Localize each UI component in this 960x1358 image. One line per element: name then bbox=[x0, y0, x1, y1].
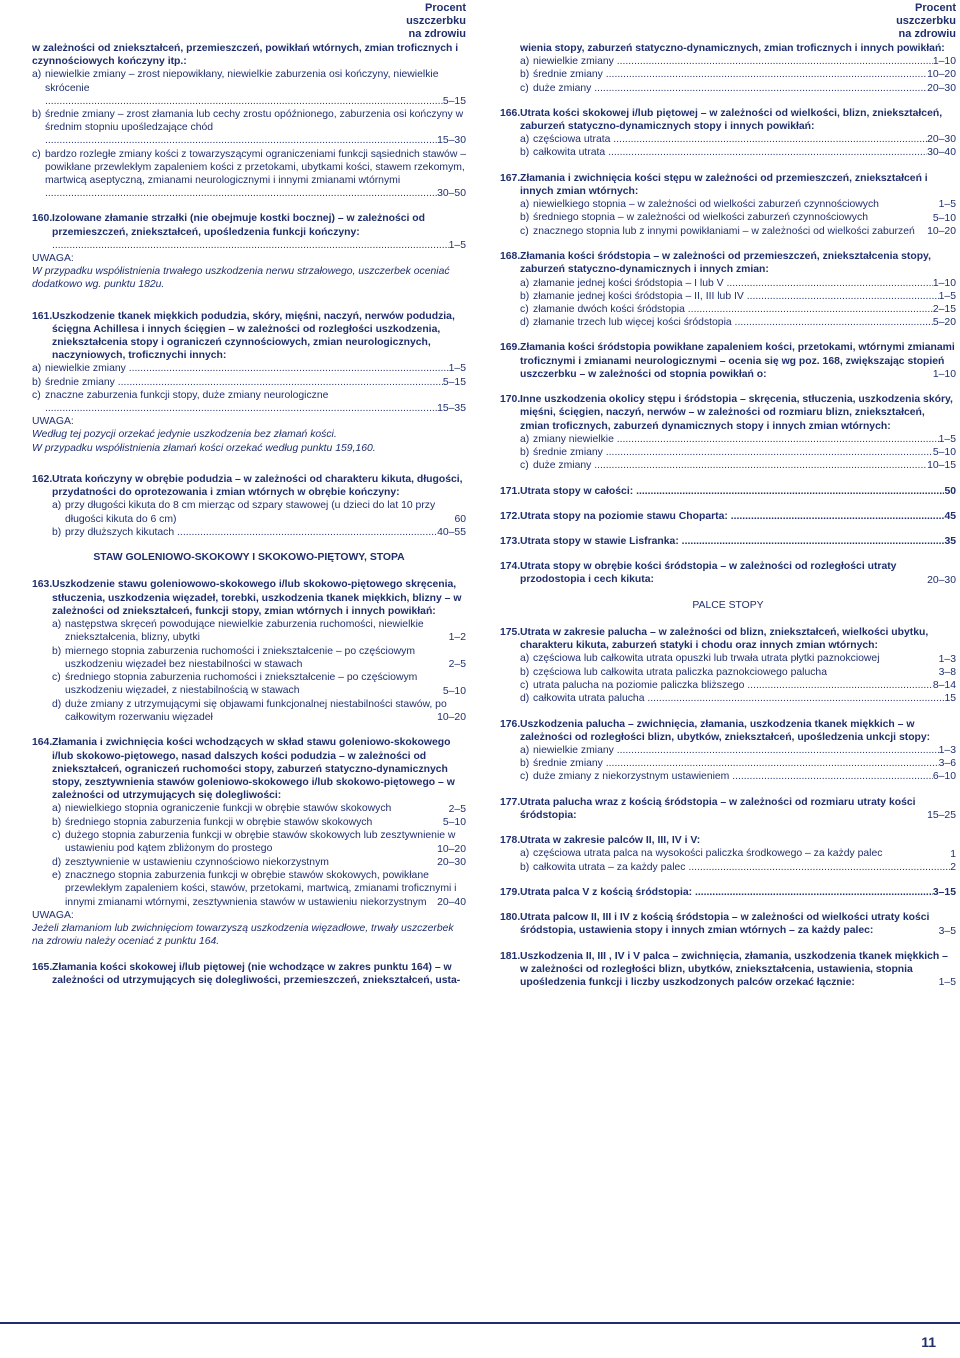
item-text: następstwa skręceń powodujące niewielkie zaburzenia ruchomości, niewielkie zniekształcenia, blizny, ubytki bbox=[65, 618, 424, 644]
item bbox=[52, 698, 466, 725]
item-value: 10–20 bbox=[927, 226, 956, 238]
entry-number: 181. bbox=[500, 950, 521, 962]
footer-rule bbox=[0, 1322, 960, 1324]
item bbox=[520, 211, 956, 224]
item-value: 5–10 bbox=[932, 447, 956, 459]
entry-170 bbox=[500, 393, 956, 472]
item-label: b) bbox=[520, 666, 530, 678]
item-text: niewielkie zmiany ..... bbox=[533, 55, 933, 68]
item-text: duże zmiany ..... bbox=[533, 82, 927, 95]
item-text: złamanie dwóch kości śródstopia ..... bbox=[533, 303, 933, 316]
entry-177 bbox=[500, 796, 956, 823]
item bbox=[520, 277, 956, 290]
item-text: duże zmiany z niekorzystnym ustawieniem ..... bbox=[533, 770, 933, 783]
item-label: d) bbox=[520, 693, 530, 705]
item bbox=[32, 362, 466, 375]
entry-179 bbox=[500, 886, 956, 899]
entry-162 bbox=[32, 473, 466, 539]
entry-heading: Uszkodzenie tkanek miękkich podudzia, skóry, mięśni, naczyń, nerwów podudzia, ścięgna Achillesa i innych ścięgien – w zależności od rozległości uszkodzenia, zniekształcenia stopy i ograniczeń czynnościowych, zmian neurologicznych, naczyniowych, troficznychi innych: bbox=[52, 310, 455, 362]
entry-value: 45 bbox=[944, 510, 956, 522]
item-label: a) bbox=[520, 199, 530, 211]
item-value: 20–30 bbox=[927, 134, 956, 146]
entry-164 bbox=[32, 736, 466, 909]
item-text: dużego stopnia zaburzenia funkcji w obrębie stawów skokowych lub zesztywnienie w ustawieniu pod kątem zbliżonym do prostego bbox=[65, 830, 456, 855]
entry-number: 167. bbox=[500, 172, 521, 184]
entry-number: 174. bbox=[500, 561, 521, 573]
entry-value: 35 bbox=[944, 535, 956, 547]
entry-number: 173. bbox=[500, 535, 521, 547]
item-text: duże zmiany ..... bbox=[533, 459, 927, 472]
item-value: 1 bbox=[950, 848, 956, 860]
page-number: 11 bbox=[921, 1334, 936, 1350]
item-value: 5–15 bbox=[442, 95, 466, 107]
entry-value: 1–10 bbox=[932, 369, 956, 381]
note-text: Według tej pozycji orzekać jedynie uszkodzenia bez złamań kości. bbox=[32, 429, 337, 441]
item-label: d) bbox=[52, 698, 62, 710]
item-text: częściowa lub całkowita utrata paliczka paznokciowego palucha bbox=[533, 666, 827, 678]
item-text: złamanie jednej kości śródstopia – I lub V ..... bbox=[533, 277, 933, 290]
note-text: W przypadku współistnienia trwałego uszkodzenia nerwu strzałowego, uszczerbek oceniać dodatkowo wg. punktu 182u. bbox=[32, 266, 450, 291]
item-value: 30–50 bbox=[437, 188, 466, 200]
item-label: b) bbox=[52, 526, 62, 538]
item bbox=[520, 652, 956, 665]
note-text: Jeżeli złamaniom lub zwichnięciom towarzyszą uszkodzenia więzadłowe, trwały uszczerbek na zdrowiu należy oceniać z punktu 164. bbox=[32, 923, 454, 948]
left-column bbox=[32, 42, 466, 999]
item-text: duże zmiany z utrzymującymi się objawami funkcjonalnej niestabilności stawów, po całkowitym rozerwaniu więzadeł bbox=[65, 698, 447, 723]
item-value: 2 bbox=[950, 861, 956, 873]
entry-heading: Złamania i zwichnięcia kości wchodzących w skład stawu goleniowo-skokowego i/lub skokowo-piętowego, nasad dalszych kości podudzia – w zależności od zniekształceń, ograniczeń ruchomości stopy, zaburzeń statyczno-dynamicznych stopy, zesztywnienia stawów goleniowo-skokowego i/lub skokowo-piętowego – w zależności od utrzymujących się dolegliwości: bbox=[52, 737, 455, 802]
item-label: a) bbox=[520, 277, 530, 289]
item-value: 40–55 bbox=[437, 526, 466, 538]
item bbox=[520, 861, 956, 874]
entry-181 bbox=[500, 950, 956, 990]
item-label: a) bbox=[520, 653, 530, 665]
item-label: a) bbox=[520, 744, 530, 756]
entry-heading: Utrata stopy w stawie Lisfranka: ..... bbox=[520, 535, 944, 548]
item bbox=[32, 389, 466, 415]
item-label: c) bbox=[52, 672, 61, 684]
item-label: c) bbox=[52, 830, 61, 842]
item-text: bardzo rozległe zmiany kości z towarzyszącymi ograniczeniami funkcji sąsiednich stawów – powikłane przewlekłym zapaleniem kości z przetokami, ubytkami kości, stawem rzekomym, martwicą aseptyczną, zmianami neurologicznymi i innymi zmianami wtórnymi bbox=[45, 148, 466, 187]
entry-number: 160. bbox=[32, 213, 53, 225]
item-value: 1–5 bbox=[938, 433, 956, 445]
item-value: 30–40 bbox=[927, 147, 956, 159]
entry-number: 172. bbox=[500, 510, 521, 522]
item bbox=[520, 847, 956, 860]
item-text: zesztywnienie w ustawieniu czynnościowo niekorzystnym bbox=[65, 856, 329, 868]
item-text: złamanie trzech lub więcej kości śródstopia ..... bbox=[533, 316, 933, 329]
item bbox=[52, 869, 466, 909]
item bbox=[520, 290, 956, 303]
item-text: średnie zmiany – zrost złamania lub cechy zrostu opóźnionego, zaburzenia osi kończyny w średnim stopniu upośledzające chód bbox=[45, 109, 464, 134]
entry-heading: Złamania kości skokowej i/lub piętowej (nie wchodzące w zakres punktu 164) – w zależności od utrzymujących się dolegliwości, przemieszczeń, zniekształceń, usta- bbox=[52, 961, 461, 986]
item-text: całkowita utrata palucha ..... bbox=[533, 692, 944, 705]
item-value: 2–5 bbox=[448, 658, 466, 670]
entry-number: 162. bbox=[32, 473, 53, 485]
entry-number: 170. bbox=[500, 394, 521, 406]
item-value: 10–15 bbox=[927, 460, 956, 472]
entry-176 bbox=[500, 718, 956, 784]
item bbox=[32, 376, 466, 389]
item bbox=[520, 68, 956, 81]
item bbox=[52, 499, 466, 526]
item-value: 10–20 bbox=[437, 843, 466, 855]
item-label: b) bbox=[52, 645, 62, 657]
entry-heading: Utrata stopy w całości: ..... bbox=[520, 485, 944, 498]
entry-159-continued bbox=[32, 42, 466, 200]
item-text: średnie zmiany ..... bbox=[533, 446, 933, 459]
item-label: c) bbox=[32, 148, 41, 160]
entry-heading: Utrata kończyny w obrębie podudzia – w zależności od charakteru kikuta, długości, przydatności do oprotezowania i zmian wtórnych w obrębie kończyny: bbox=[52, 473, 463, 499]
entry-number: 163. bbox=[32, 579, 53, 591]
entry-172 bbox=[500, 510, 956, 523]
entry-heading: wienia stopy, zaburzeń statyczno-dynamicznych, zmian troficznych i innych powikłań: bbox=[520, 43, 945, 54]
item bbox=[520, 770, 956, 783]
item-value: 1–5 bbox=[448, 363, 466, 375]
note-text: W przypadku współistnienia złamań kości orzekać według punktu 159,160. bbox=[32, 442, 376, 454]
item-text: przy długości kikuta do 8 cm mierząc od szpary stawowej (u dzieci do lat 10 przy długości kikuta do 6 cm) bbox=[65, 500, 436, 525]
item-value: 1–5 bbox=[938, 199, 956, 211]
item-value: 20–30 bbox=[927, 82, 956, 94]
item-label: c) bbox=[520, 82, 529, 94]
item-text: miernego stopnia zaburzenia ruchomości i zniekształcenie – po częściowym uszkodzeniu więzadeł bez niestabilności w stawach bbox=[65, 645, 415, 670]
entry-heading: Uszkodzenie stawu goleniowowo-skokowego i/lub skokowo-piętowego skręcenia, stłuczenia, uszkodzenia więzadeł, torebki, uszkodzenia tkanek miękkich, blizny – w zależności od zniekształceń, funkcji stopy, zmian wtórnych i innych powikłań: bbox=[52, 579, 462, 617]
item-value: 5–15 bbox=[442, 376, 466, 388]
item-value: 8–14 bbox=[932, 680, 956, 692]
entry-number: 166. bbox=[500, 107, 521, 119]
item-label: c) bbox=[520, 304, 529, 316]
entry-174 bbox=[500, 560, 956, 587]
item bbox=[520, 55, 956, 68]
item bbox=[520, 692, 956, 705]
entry-168 bbox=[500, 250, 956, 329]
entry-heading: Złamania kości śródstopia powikłane zapaleniem kości, przetokami, wtórnymi zmianami troficznymi i zmianami neurologicznymi – ocenia się wg poz. 168, zwiększając stopień uszczerbku – w zależności od stopnia powikłań o: bbox=[520, 342, 955, 380]
item-label: c) bbox=[32, 389, 41, 401]
item bbox=[520, 146, 956, 159]
entry-175 bbox=[500, 626, 956, 706]
item-label: c) bbox=[520, 771, 529, 783]
item-label: b) bbox=[520, 69, 530, 81]
item-text: złamanie jednej kości śródstopia – II, III lub IV ..... bbox=[533, 290, 939, 303]
entry-heading: Utrata stopy na poziomie stawu Choparta: ..... bbox=[520, 510, 944, 523]
entry-value: 3–5 bbox=[938, 925, 956, 937]
item-value: 3–8 bbox=[938, 666, 956, 678]
entry-heading: Uszkodzenia palucha – zwichnięcia, złamania, uszkodzenia tkanek miękkich – w zależności od rozległości blizn, ubytków, zniekształceń, upośledzenia unkcji stopy: bbox=[520, 718, 931, 743]
item-text: całkowita utrata ..... bbox=[533, 146, 927, 159]
entry-heading: Utrata w zakresie palców II, III, IV i V: bbox=[520, 835, 701, 847]
entry-number: 168. bbox=[500, 251, 521, 263]
entry-value: 1–5 bbox=[938, 977, 956, 989]
item-label: a) bbox=[520, 433, 530, 445]
entry-value: 50 bbox=[944, 485, 956, 497]
item-label: d) bbox=[520, 317, 530, 329]
entry-number: 178. bbox=[500, 835, 521, 847]
item-value: 20–40 bbox=[437, 896, 466, 908]
item-label: a) bbox=[32, 363, 42, 375]
item-value: 15 bbox=[944, 693, 956, 705]
column-header-left: Procent uszczerbku na zdrowiu bbox=[406, 2, 466, 40]
item bbox=[52, 802, 466, 815]
item-label: a) bbox=[52, 500, 62, 512]
entry-number: 177. bbox=[500, 796, 521, 808]
item-label: b) bbox=[52, 816, 62, 828]
entry-171 bbox=[500, 485, 956, 498]
item-text: średnie zmiany ..... bbox=[45, 376, 443, 389]
entry-heading: w zależności od zniekształceń, przemieszczeń, powikłań wtórnych, zmian troficznych i czynnościowych kończyny itp.: bbox=[32, 43, 459, 68]
section-heading: STAW GOLENIOWO-SKOKOWY I SKOKOWO-PIĘTOWY, STOPA bbox=[93, 552, 405, 564]
item-label: b) bbox=[520, 447, 530, 459]
item-value: 1–10 bbox=[932, 56, 956, 68]
item-label: c) bbox=[520, 225, 529, 237]
item bbox=[52, 645, 466, 672]
item-text: znaczne zaburzenia funkcji stopy, duże zmiany neurologiczne bbox=[45, 389, 329, 401]
entry-178 bbox=[500, 834, 956, 874]
item bbox=[32, 68, 466, 108]
entry-heading: Izolowane złamanie strzałki (nie obejmuje kostki bocznej) – w zależności od przemieszczeń, zniekształceń, upośledzenia funkcji kończyny: bbox=[52, 213, 426, 238]
item bbox=[32, 108, 466, 148]
entry-180 bbox=[500, 911, 956, 938]
item-value: 5–20 bbox=[932, 317, 956, 329]
entry-value: 1–5 bbox=[448, 239, 466, 251]
item-value: 20–30 bbox=[437, 857, 466, 868]
entry-heading: Uszkodzenia II, III , IV i V palca – zwichnięcia, złamania, uszkodzenia tkanek miękkich – w zależności od rozległości blizn, ubytków, zniekształcenia, ustawienia, stopnia upośledzenia funkcji i liczby uszkodzonych palców orzekać łącznie: bbox=[520, 950, 948, 989]
item bbox=[520, 82, 956, 95]
entry-165 bbox=[32, 961, 466, 987]
item-value: 3–6 bbox=[938, 758, 956, 770]
item-text: utrata palucha na poziomie paliczka bliższego ..... bbox=[533, 679, 933, 692]
item bbox=[52, 816, 466, 829]
item-text: niewielkiego stopnia ograniczenie funkcji w obrębie stawów skokowych bbox=[65, 803, 392, 815]
item bbox=[520, 446, 956, 459]
entry-165-continued bbox=[500, 42, 956, 95]
item bbox=[32, 148, 466, 201]
item bbox=[520, 303, 956, 316]
item-label: a) bbox=[32, 69, 42, 81]
entry-heading: Utrata w zakresie palucha – w zależności od blizn, zniekształceń, wielkości ubytku, charakteru kikuta, zaburzeń statyki i chodu oraz innych zmian wtórnych: bbox=[520, 626, 929, 652]
right-column bbox=[500, 42, 956, 1002]
entry-heading: Inne uszkodzenia okolicy stępu i śródstopia – skręcenia, stłuczenia, uszkodzenia skóry, mięśni, ścięgien, naczyń, nerwów – w zależności od rozmiaru blizn, zniekształceń, zmian troficznych, zaburzeń dynamicznych stopy i innych zmian wtórnych: bbox=[520, 394, 953, 432]
entry-number: 176. bbox=[500, 718, 521, 730]
item-text: zmiany niewielkie ..... bbox=[533, 433, 939, 446]
item bbox=[520, 744, 956, 757]
item bbox=[520, 225, 956, 238]
entry-heading: Złamania i zwichnięcia kości stępu w zależności od przemieszczeń, zniekształceń i innych zmian wtórnych: bbox=[520, 172, 928, 197]
entry-value: 20–30 bbox=[927, 574, 956, 586]
item-label: a) bbox=[520, 56, 530, 68]
item-text: średnie zmiany ..... bbox=[533, 68, 927, 81]
item-value: 2–5 bbox=[448, 803, 466, 815]
section-heading: PALCE STOPY bbox=[692, 599, 764, 611]
entry-173 bbox=[500, 535, 956, 548]
entry-166 bbox=[500, 107, 956, 160]
item-value: 10–20 bbox=[437, 712, 466, 724]
item bbox=[520, 757, 956, 770]
item-value: 6–10 bbox=[932, 771, 956, 783]
item-text: średniego stopnia zaburzenia funkcji w obrębie stawów skokowych bbox=[65, 816, 373, 828]
item-label: d) bbox=[52, 856, 62, 868]
item-value: 5–10 bbox=[442, 685, 466, 697]
item-value: 1–10 bbox=[932, 277, 956, 289]
item-value: 1–5 bbox=[938, 290, 956, 302]
item-text: częściowa lub całkowita utrata opuszki lub trwała utrata płytki paznokciowej bbox=[533, 653, 880, 665]
item-label: a) bbox=[52, 618, 62, 630]
item bbox=[52, 618, 466, 645]
item-text: średnie zmiany ..... bbox=[533, 757, 939, 770]
item-value: 1–3 bbox=[938, 744, 956, 756]
item-text: średniego stopnia – w zależności od wielkości zaburzeń czynnościowych bbox=[533, 212, 868, 224]
item-text: niewielkiego stopnia – w zależności od wielkości zaburzeń czynnościowych bbox=[533, 199, 879, 211]
item-label: b) bbox=[32, 109, 42, 121]
entry-number: 165. bbox=[32, 961, 53, 973]
item-text: przy dłuższych kikutach ..... bbox=[65, 526, 437, 539]
item-label: b) bbox=[520, 758, 530, 770]
entry-number: 179. bbox=[500, 886, 521, 898]
item-label: c) bbox=[520, 680, 529, 692]
item bbox=[52, 856, 466, 869]
item-label: b) bbox=[520, 212, 530, 224]
item-label: a) bbox=[520, 134, 530, 146]
item-label: a) bbox=[520, 848, 530, 860]
item bbox=[520, 198, 956, 211]
note-label: UWAGA: bbox=[32, 910, 74, 922]
item bbox=[52, 671, 466, 698]
item-value: 1–3 bbox=[938, 653, 956, 665]
entry-heading: Utrata kości skokowej i/lub piętowej – w zależności od wielkości, blizn, zniekształceń, zaburzeń statyczno-dynamicznych stopy i innych powikłań: bbox=[520, 107, 943, 133]
entry-169 bbox=[500, 341, 956, 381]
entry-value: 3–15 bbox=[932, 886, 956, 898]
item-label: b) bbox=[520, 147, 530, 159]
item-label: a) bbox=[52, 803, 62, 815]
item bbox=[520, 459, 956, 472]
entry-heading: Złamania kości śródstopia – w zależności od przemieszczeń, zniekształcenia stopy, zaburzeń statyczno-dynamicznych i innych zmian: bbox=[520, 251, 931, 276]
item bbox=[520, 679, 956, 692]
note-label: UWAGA: bbox=[32, 253, 74, 265]
entry-161 bbox=[32, 310, 466, 363]
item bbox=[520, 133, 956, 146]
entry-number: 169. bbox=[500, 342, 521, 354]
item-value: 5–10 bbox=[442, 816, 466, 828]
item-text: niewielkie zmiany – zrost niepowikłany, niewielkie zaburzenia osi kończyny, niewielkie skrócenie bbox=[45, 69, 439, 94]
entry-value: 15–25 bbox=[927, 809, 956, 821]
item-text: niewielkie zmiany ..... bbox=[533, 744, 939, 757]
entry-167 bbox=[500, 172, 956, 239]
entry-heading: Utrata palucha wraz z kością śródstopia – w zależności od rozmiaru utraty kości śródstopia: bbox=[520, 796, 916, 821]
item-text: znacznego stopnia lub z innymi powikłaniami – w zależności od wielkości zaburzeń bbox=[533, 225, 915, 237]
entry-160 bbox=[32, 212, 466, 252]
item-value: 15–35 bbox=[437, 403, 466, 415]
entry-number: 161. bbox=[32, 310, 53, 322]
entry-number: 180. bbox=[500, 912, 521, 924]
note-label: UWAGA: bbox=[32, 416, 74, 428]
item bbox=[52, 829, 466, 856]
item-label: b) bbox=[32, 376, 42, 388]
item-value: 60 bbox=[454, 513, 466, 525]
entry-163 bbox=[32, 578, 466, 724]
item-text: całkowita utrata – za każdy palec ..... bbox=[533, 861, 950, 874]
item-value: 15–30 bbox=[437, 135, 466, 147]
item-text: średniego stopnia zaburzenia ruchomości i zniekształcenie – po częściowym uszkodzeniu więzadeł, z niestabilnością w stawach bbox=[65, 672, 418, 697]
column-header-right: Procent uszczerbku na zdrowiu bbox=[896, 2, 956, 40]
entry-number: 171. bbox=[500, 485, 521, 497]
item bbox=[52, 526, 466, 539]
item-value: 10–20 bbox=[927, 69, 956, 81]
item-value: 2–15 bbox=[932, 304, 956, 316]
entry-heading: Utrata palca V z kością śródstopia: ..... bbox=[520, 886, 933, 899]
item-text: częściowa utrata palca na wysokości paliczka środkowego – za każdy palec bbox=[533, 848, 883, 860]
item-text: częściowa utrata ..... bbox=[533, 133, 927, 146]
item bbox=[520, 316, 956, 329]
item bbox=[520, 666, 956, 679]
item-text: znacznego stopnia zaburzenia funkcji w obrębie stawów skokowych, powikłane przewlekłym zapaleniem kości, stawów, przetokami, martwicą, zmianami troficznymi i innymi zmianami wtórnymi, zesztywnienia stawów w ustawieniu niekorzystnym bbox=[65, 870, 457, 908]
entry-number: 164. bbox=[32, 737, 53, 749]
item-value: 5–10 bbox=[932, 212, 956, 224]
item-label: b) bbox=[520, 861, 530, 873]
item-label: c) bbox=[520, 460, 529, 472]
item-text: niewielkie zmiany ..... bbox=[45, 362, 449, 375]
entry-number: 175. bbox=[500, 626, 521, 638]
entry-heading: Utrata stopy w obrębie kości śródstopia – w zależności od rozległości utraty przodostopia i cech kikuta: bbox=[520, 561, 897, 586]
entry-heading: Utrata palcow II, III i IV z kością śródstopia – w zależności od wielkości utraty kości śródstopia, ustawienia stopy i innych zmian wtórnych – za każdy palec: bbox=[520, 912, 930, 937]
item-value: 1–2 bbox=[448, 632, 466, 644]
item-label: e) bbox=[52, 870, 62, 882]
item-label: b) bbox=[520, 290, 530, 302]
item bbox=[520, 433, 956, 446]
